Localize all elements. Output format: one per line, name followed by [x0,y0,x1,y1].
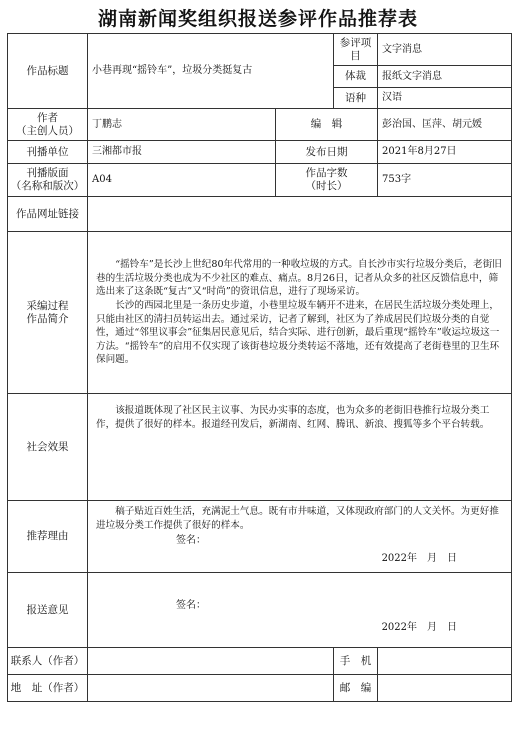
reason-signature-label: 签名： [176,535,206,547]
contact-label: 联系人（作者） [8,648,88,675]
address-value [88,675,334,702]
author-value: 丁鹏志 [88,109,276,141]
title-label: 作品标题 [8,34,88,109]
intro-paragraph: 长沙的西园北里是一条历史步道，小巷里垃圾车辆开不进来，在居民生活垃圾分类处理上，只能由社区的清扫员转运出去。通过采访，记者了解到，社区为了养成居民们垃圾分类的自觉性，通过“邻里议事会”征集居民意见后，结合实际、进行创新，最后重现“摇铃车”收运垃圾这一方法。“摇铃车”的启用不仅实现了该街巷垃圾分类转运不落地，还有效提高了老街巷里的卫生环保问题。 [96,299,500,366]
link-label: 作品网址链接 [8,197,88,232]
page-label-line2: （名称和版次） [10,180,85,192]
opinion-signature-label: 签名： [176,600,206,611]
opinion-content [88,573,512,648]
reason-content [88,501,512,573]
genre-label: 体裁 [334,66,378,88]
page-value: A04 [88,164,276,197]
opinion-label: 报送意见 [8,573,88,648]
address-label: 地 址（作者） [8,675,88,702]
opinion-row [8,573,512,648]
category-label: 参评项目 [334,34,378,66]
author-label-line2: （主创人员） [16,124,79,137]
author-label-line1: 作者 [37,111,58,124]
contact-row [8,648,512,675]
zip-label: 邮 编 [334,675,378,702]
page-title: 湖南新闻奖组织报送参评作品推荐表 [97,8,418,30]
recommendation-form-table [7,33,512,702]
language-value: 汉语 [378,88,512,109]
opinion-signature [96,599,503,613]
page-label-line1: 刊播版面 [26,167,69,180]
reason-paragraph: 稿子贴近百姓生活，充满泥土气息。既有市井味道，又体现政府部门的人文关怀。为更好推进垃圾分类工作提供了很好的样本。 [96,506,499,531]
word-count-label [276,164,378,197]
effect-paragraph: 该报道既体现了社区民主议事、为民办实事的态度，也为众多的老街旧巷推行垃圾分类工作，提供了很好的样本。报道经刊发后，新湖南、红网、腾讯、新浪、搜狐等多个平台转载。 [96,405,490,430]
publisher-label: 刊播单位 [8,141,88,164]
editor-label: 编 辑 [276,109,378,141]
opinion-date: 2022年 月 日 [381,621,458,633]
intro-label-line2: 作品简介 [26,312,69,325]
publish-date-value: 2021年8月27日 [378,141,512,164]
link-row [8,197,512,232]
page-label [8,164,88,197]
intro-paragraph: “摇铃车”是长沙上世纪80年代常用的一种收垃圾的方式。自长沙市实行垃圾分类后，老街旧巷的生活垃圾分类也成为不少社区的难点、痛点。8月26日，记者从众多的社区反馈信息中，筛选出来了这条既“复古”又“时尚”的资讯信息，进行了现场采访。 [96,259,502,298]
page-row [8,164,512,197]
publish-date-label: 发布日期 [276,141,378,164]
editor-value: 彭治国、匡萍、胡元媛 [378,109,512,141]
effect-content [88,394,512,501]
intro-label [8,232,88,394]
category-value: 文字消息 [378,34,512,66]
address-row [8,675,512,702]
publisher-value: 三湘都市报 [88,141,276,164]
publisher-row [8,141,512,164]
reason-label: 推荐理由 [8,501,88,573]
reason-date: 2022年 月 日 [381,552,458,564]
author-row [8,109,512,141]
phone-value [378,648,512,675]
zip-value [378,675,512,702]
author-label [8,109,88,141]
word-count-label-line1: 作品字数 [305,167,348,180]
title-value: 小巷再现“摇铃车”，垃圾分类挺复古 [88,34,334,109]
language-label: 语种 [334,88,378,109]
intro-content [88,232,512,394]
reason-signature [96,534,503,548]
link-value [88,197,512,232]
title-row [8,34,512,66]
intro-row [8,232,512,394]
reason-row [8,501,512,573]
phone-label: 手 机 [334,648,378,675]
genre-value: 报纸文字消息 [378,66,512,88]
word-count-label-line2: （时长） [305,180,348,192]
intro-label-line1: 采编过程 [26,299,69,312]
word-count-value: 753字 [378,164,512,197]
effect-row [8,394,512,501]
effect-label: 社会效果 [8,394,88,501]
contact-value [88,648,334,675]
